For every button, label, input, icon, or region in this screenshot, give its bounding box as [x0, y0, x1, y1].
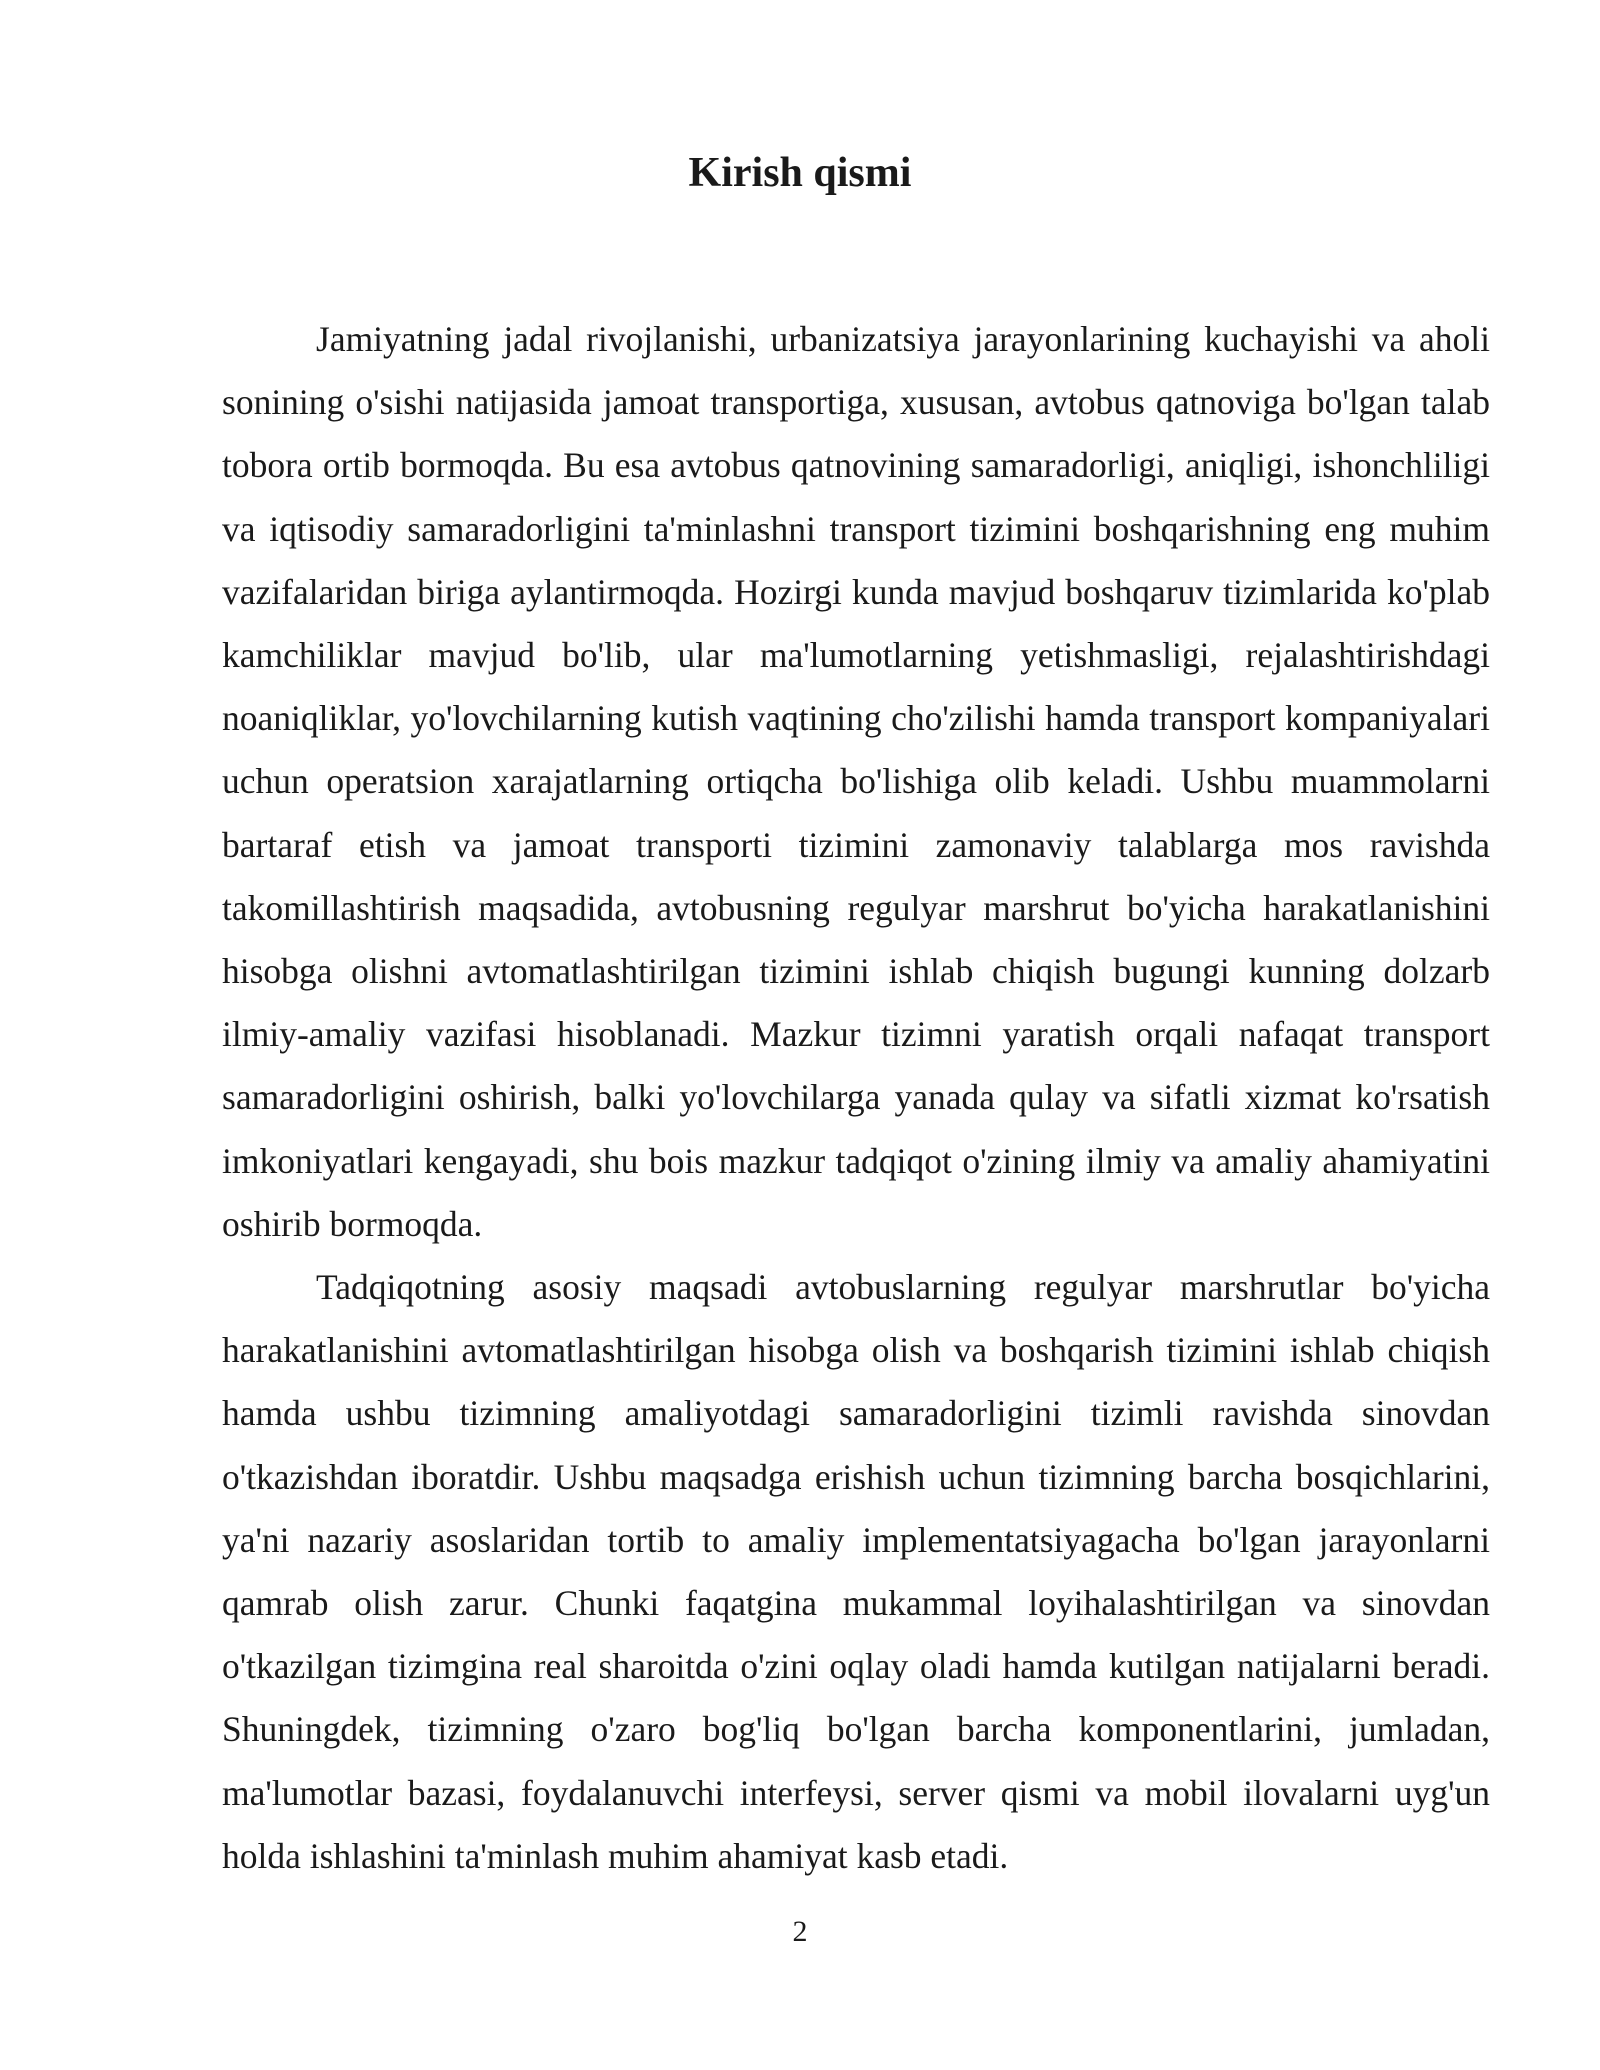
- body-text: [222, 308, 1490, 1888]
- paragraph-2: Tadqiqotning asosiy maqsadi avtobuslarning regulyar marshrutlar bo'yicha harakatlanishini avtomatlashtirilgan hisobga olish va boshqarish tizimini ishlab chiqish hamda ushbu tizimning amaliyotdagi samaradorligini tizimli ravishda sinovdan o'tkazishdan iboratdir. Ushbu maqsadga erishish uchun tizimning barcha bosqichlarini, ya'ni nazariy asoslaridan tortib to amaliy implementatsiyagacha bo'lgan jarayonlarni qamrab olish zarur. Chunki faqatgina mukammal loyihalashtirilgan va sinovdan o'tkazilgan tizimgina real sharoitda o'zini oqlay oladi hamda kutilgan natijalarni beradi. Shuningdek, tizimning o'zaro bog'liq bo'lgan barcha komponentlarini, jumladan, ma'lumotlar bazasi, foydalanuvchi interfeysi, server qismi va mobil ilovalarni uyg'un holda ishlashini ta'minlash muhim ahamiyat kasb etadi.: [222, 1267, 1490, 1876]
- page-number: 2: [792, 1915, 808, 1948]
- page-title: Kirish qismi: [688, 150, 912, 196]
- paragraph-1: Jamiyatning jadal rivojlanishi, urbanizatsiya jarayonlarining kuchayishi va aholi sonining o'sishi natijasida jamoat transportiga, xususan, avtobus qatnoviga bo'lgan talab tobora ortib bormoqda. Bu esa avtobus qatnovining samaradorligi, aniqligi, ishonchliligi va iqtisodiy samaradorligini ta'minlashni transport tizimini boshqarishning eng muhim vazifalaridan biriga aylantirmoqda. Hozirgi kunda mavjud boshqaruv tizimlarida ko'plab kamchiliklar mavjud bo'lib, ular ma'lumotlarning yetishmasligi, rejalashtirishdagi noaniqliklar, yo'lovchilarning kutish vaqtining cho'zilishi hamda transport kompaniyalari uchun operatsion xarajatlarning ortiqcha bo'lishiga olib keladi. Ushbu muammolarni bartaraf etish va jamoat transporti tizimini zamonaviy talablarga mos ravishda takomillashtirish maqsadida, avtobusning regulyar marshrut bo'yicha harakatlanishini hisobga olishni avtomatlashtirilgan tizimini ishlab chiqish bugungi kunning dolzarb ilmiy-amaliy vazifasi hisoblanadi. Mazkur tizimni yaratish orqali nafaqat transport samaradorligini oshirish, balki yo'lovchilarga yanada qulay va sifatli xizmat ko'rsatish imkoniyatlari kengayadi, shu bois mazkur tadqiqot o'zining ilmiy va amaliy ahamiyatini oshirib bormoqda.: [222, 319, 1490, 1244]
